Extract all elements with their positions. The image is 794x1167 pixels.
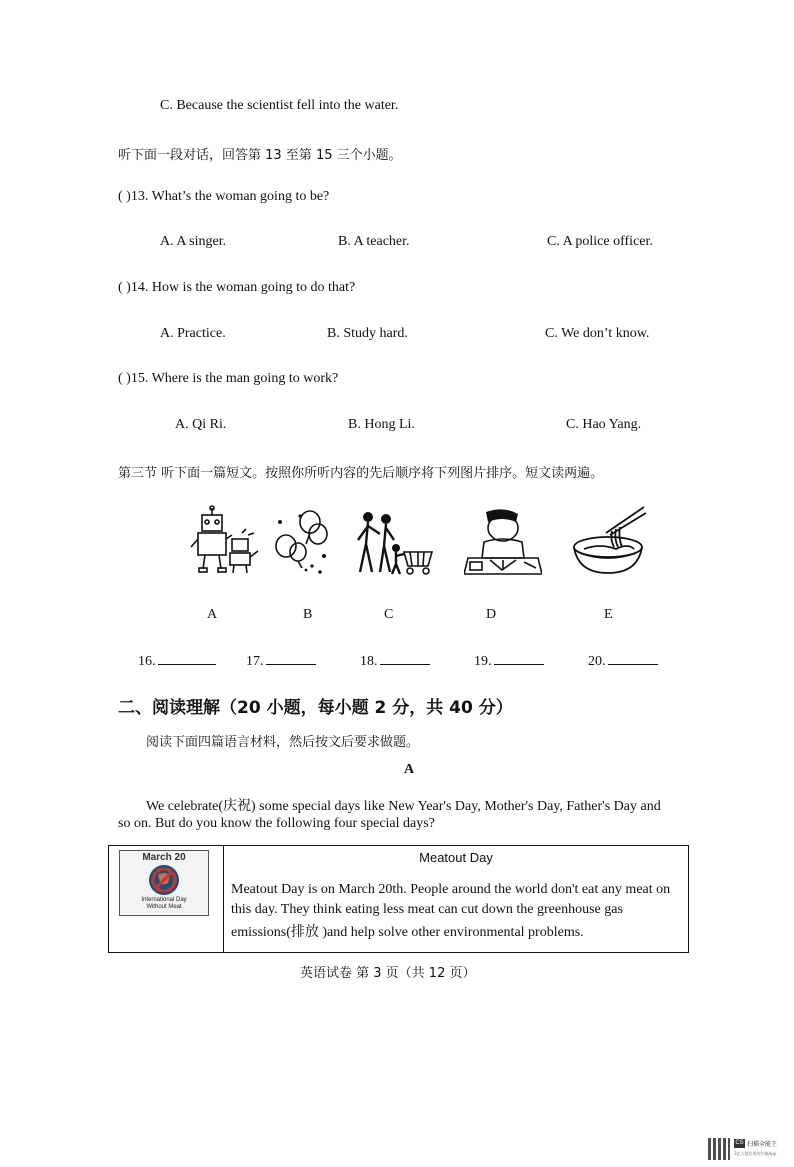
question-text: 13. What’s the woman going to be?	[130, 189, 330, 204]
answer-paren[interactable]: ( )	[118, 189, 131, 204]
answer-blank-19[interactable]: 19.	[474, 652, 544, 670]
poster-date: March 20	[142, 852, 186, 863]
section3-instruction: 第三节 听下面一篇短文。按照你所听内容的先后顺序将下列图片排序。短文读两遍。	[118, 466, 604, 481]
blank-line[interactable]	[266, 652, 316, 665]
passage-intro-line1: We celebrate(庆祝) some special days like New Year's Day, Mother's Day, Father's Day and	[146, 799, 661, 814]
blank-line[interactable]	[494, 652, 544, 665]
meatout-image-cell	[109, 846, 224, 953]
picture-label-a: A	[207, 607, 218, 622]
meatout-line2: this day. They think eating less meat can cut down the greenhouse gas	[231, 902, 623, 917]
blank-line[interactable]	[380, 652, 430, 665]
shopping-family-icon	[352, 510, 436, 576]
blank-line[interactable]	[608, 652, 658, 665]
page-footer: 英语试卷 第 3 页（共 12 页）	[300, 966, 476, 981]
answer-blank-20[interactable]: 20.	[588, 652, 658, 670]
meatout-poster	[119, 850, 209, 916]
picture-label-d: D	[486, 607, 497, 622]
answer-blank-17[interactable]: 17.	[246, 652, 316, 670]
q13-option-c: C. A police officer.	[547, 234, 653, 249]
q14-option-b: B. Study hard.	[327, 326, 408, 341]
reading-instruction: 阅读下面四篇语言材料，然后按文后要求做题。	[146, 735, 420, 750]
answer-paren[interactable]: ( )	[118, 371, 131, 386]
q15-option-b: B. Hong Li.	[348, 417, 415, 432]
question-text: 15. Where is the man going to work?	[130, 371, 339, 386]
meatout-text-cell	[224, 846, 689, 953]
answer-blank-16[interactable]: 16.	[138, 652, 216, 670]
reading-section-title: 二、阅读理解（20 小题，每小题 2 分，共 40 分）	[118, 698, 513, 718]
blank-line[interactable]	[158, 652, 216, 665]
poster-caption-2: Without Meat	[146, 904, 182, 910]
picture-label-c: C	[384, 607, 394, 622]
dialog-instruction: 听下面一段对话，回答第 13 至第 15 三个小题。	[118, 148, 402, 163]
q15-option-a: A. Qi Ri.	[175, 417, 227, 432]
watermark-title: 扫描全能王	[747, 1141, 778, 1148]
balloons-icon	[270, 508, 332, 576]
noodles-bowl-icon	[570, 503, 648, 577]
question-15	[118, 371, 338, 387]
meatout-line3: emissions(排放 )and help solve other environmental problems.	[231, 925, 584, 940]
passage-letter: A	[404, 762, 415, 777]
boy-studying-icon	[464, 508, 542, 578]
meatout-table	[108, 845, 689, 953]
picture-label-b: B	[303, 607, 313, 622]
picture-label-e: E	[604, 607, 613, 622]
robots-icon	[188, 505, 268, 577]
no-meat-sign-icon	[120, 863, 208, 897]
q13-option-b: B. A teacher.	[338, 234, 410, 249]
q14-option-c: C. We don’t know.	[545, 326, 650, 341]
q13-option-a: A. A singer.	[160, 234, 227, 249]
answer-blank-18[interactable]: 18.	[360, 652, 430, 670]
question-text: 14. How is the woman going to do that?	[130, 280, 356, 295]
poster-caption-1: International Day	[141, 897, 187, 903]
meatout-title: Meatout Day	[419, 850, 493, 865]
camscanner-badge-icon: CS	[735, 1140, 744, 1146]
q12-option-c: C. Because the scientist fell into the water.	[160, 98, 399, 113]
q14-option-a: A. Practice.	[160, 326, 226, 341]
watermark-subtitle: 3亿人都在用的扫描App	[734, 1151, 777, 1156]
answer-paren[interactable]: ( )	[118, 280, 131, 295]
q15-option-c: C. Hao Yang.	[566, 417, 642, 432]
meatout-line1: Meatout Day is on March 20th. People around the world don't eat any meat on	[231, 882, 671, 897]
qr-code-icon	[708, 1138, 730, 1160]
question-13	[118, 189, 329, 205]
passage-intro-line2: so on. But do you know the following four special days?	[118, 816, 435, 831]
question-14	[118, 280, 355, 296]
